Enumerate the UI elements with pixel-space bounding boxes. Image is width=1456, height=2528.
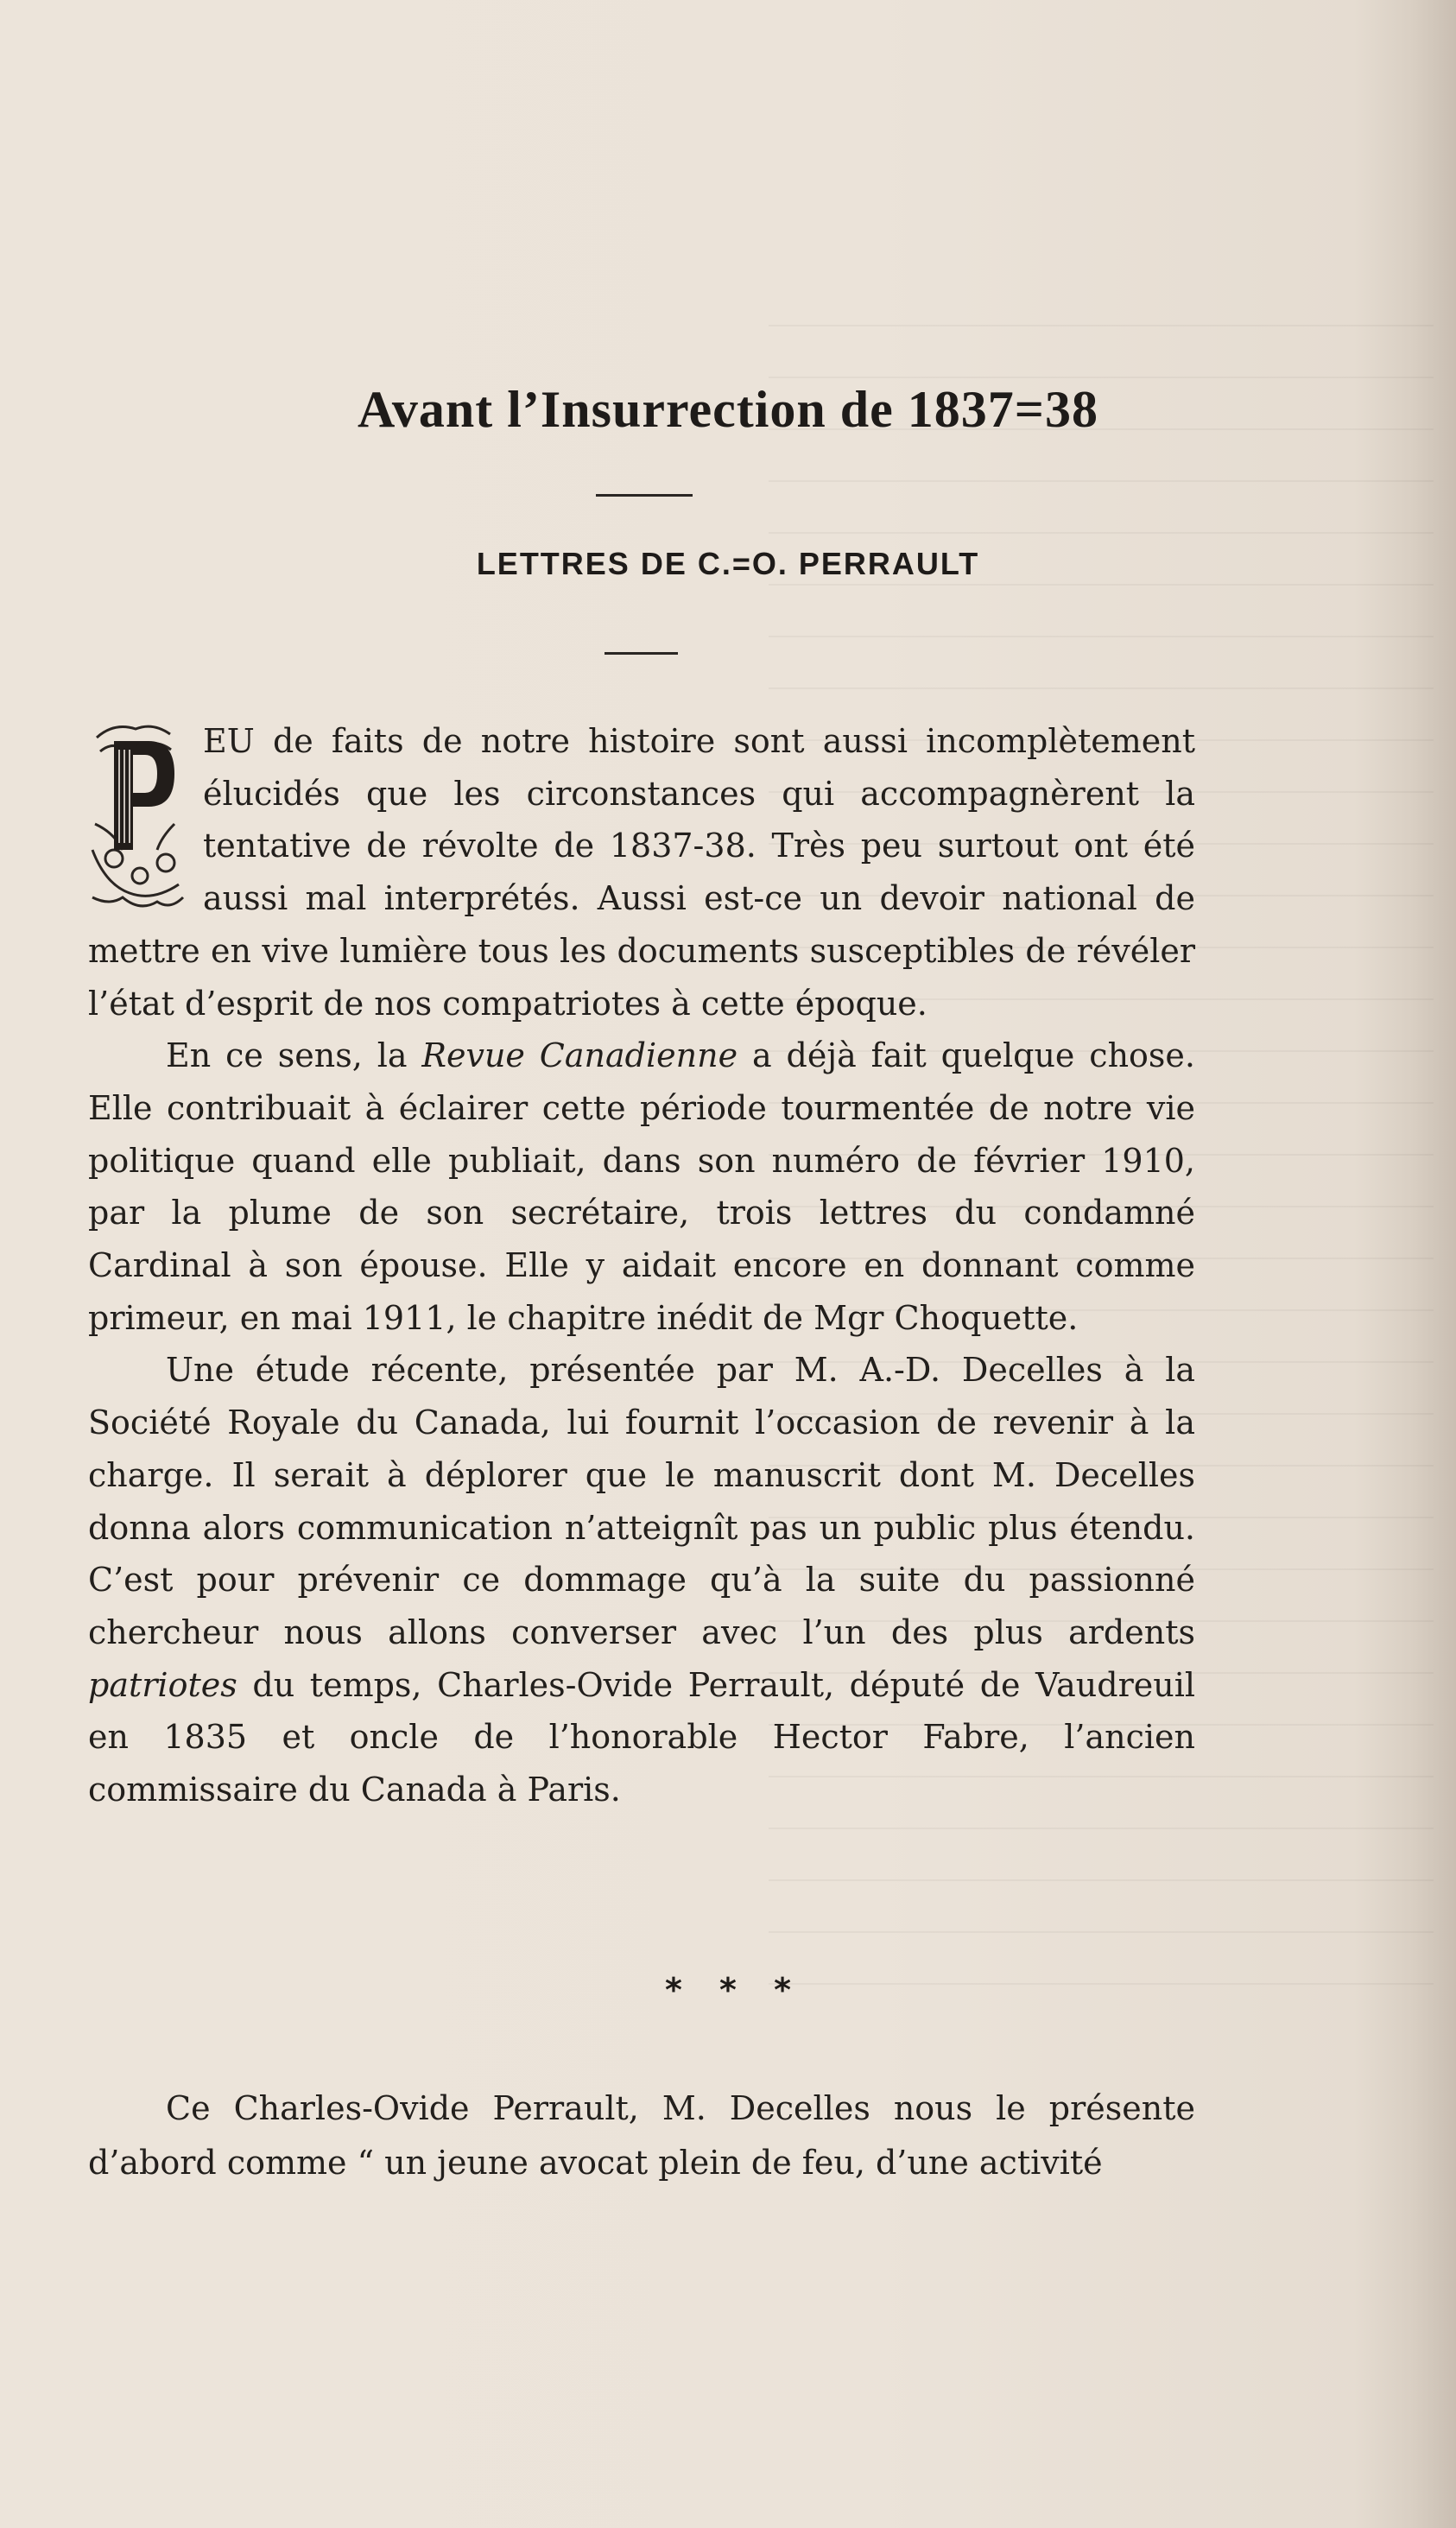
italic-title-revue: Revue Canadienne bbox=[421, 1036, 738, 1075]
ornamental-dropcap-icon bbox=[88, 720, 187, 912]
continuation-body bbox=[88, 2081, 1195, 2190]
article-body bbox=[88, 715, 1195, 1816]
paragraph-2 bbox=[88, 1030, 1195, 1344]
chapter-title: Avant l’Insurrection de 1837=38 bbox=[358, 381, 1098, 438]
italic-word-patriotes: patriotes bbox=[88, 1665, 237, 1704]
ornamental-dropcap bbox=[88, 720, 187, 912]
paragraph-2-text-start: En ce sens, la bbox=[166, 1036, 422, 1075]
paragraph-3 bbox=[88, 1344, 1195, 1815]
paragraph-4: Ce Charles-Ovide Perrault, M. Decelles nous le présente d’abord comme “ un jeune avocat plein de feu, d’une activité bbox=[88, 2089, 1195, 2182]
title-rule bbox=[596, 494, 693, 497]
subtitle-rule bbox=[605, 652, 678, 655]
paragraph-2-text-end: a déjà fait quelque chose. Elle contribuait à éclairer cette période tourmentée de notre vie politique quand elle publiait, dans son numéro de février 1910, par la plume de son secrétaire, trois lettres du condamné Cardinal à son épouse. Elle y aidait encore en donnant comme primeur, en mai 1911, le chapitre inédit de Mgr Choquette. bbox=[88, 1036, 1195, 1337]
section-separator: * * * bbox=[664, 1971, 792, 2009]
paragraph-3-text-end: du temps, Charles-Ovide Perrault, député de Vaudreuil en 1835 et oncle de l’honorable Hector Fabre, l’ancien commissaire du Canada à Paris. bbox=[88, 1665, 1195, 1809]
svg-text:P: P bbox=[135, 742, 140, 748]
chapter-subtitle: LETTRES DE C.=O. PERRAULT bbox=[476, 546, 980, 581]
paragraph-3-text-start: Une étude récente, présentée par M. A.-D. Decelles à la Société Royale du Canada, lui fournit l’occasion de revenir à la charge. Il serait à déplorer que le manuscrit dont M. Decelles donna alors communication n’atteignît pas un public plus étendu. C’est pour prévenir ce dommage qu’à la suite du passionné chercheur nous allons converser avec l’un des plus ardents bbox=[88, 1351, 1195, 1651]
paragraph-1 bbox=[88, 715, 1195, 1030]
paragraph-1-text: EU de faits de notre histoire sont aussi incomplètement élucidés que les circonstances qui accompagnèrent la tentative de révolte de 1837-38. Très peu surtout ont été aussi mal interprétés. Aussi est-ce un devoir national de mettre en vive lumière tous les documents susceptibles de révéler l’état d’esprit de nos compatriotes à cette époque. bbox=[88, 722, 1195, 1023]
